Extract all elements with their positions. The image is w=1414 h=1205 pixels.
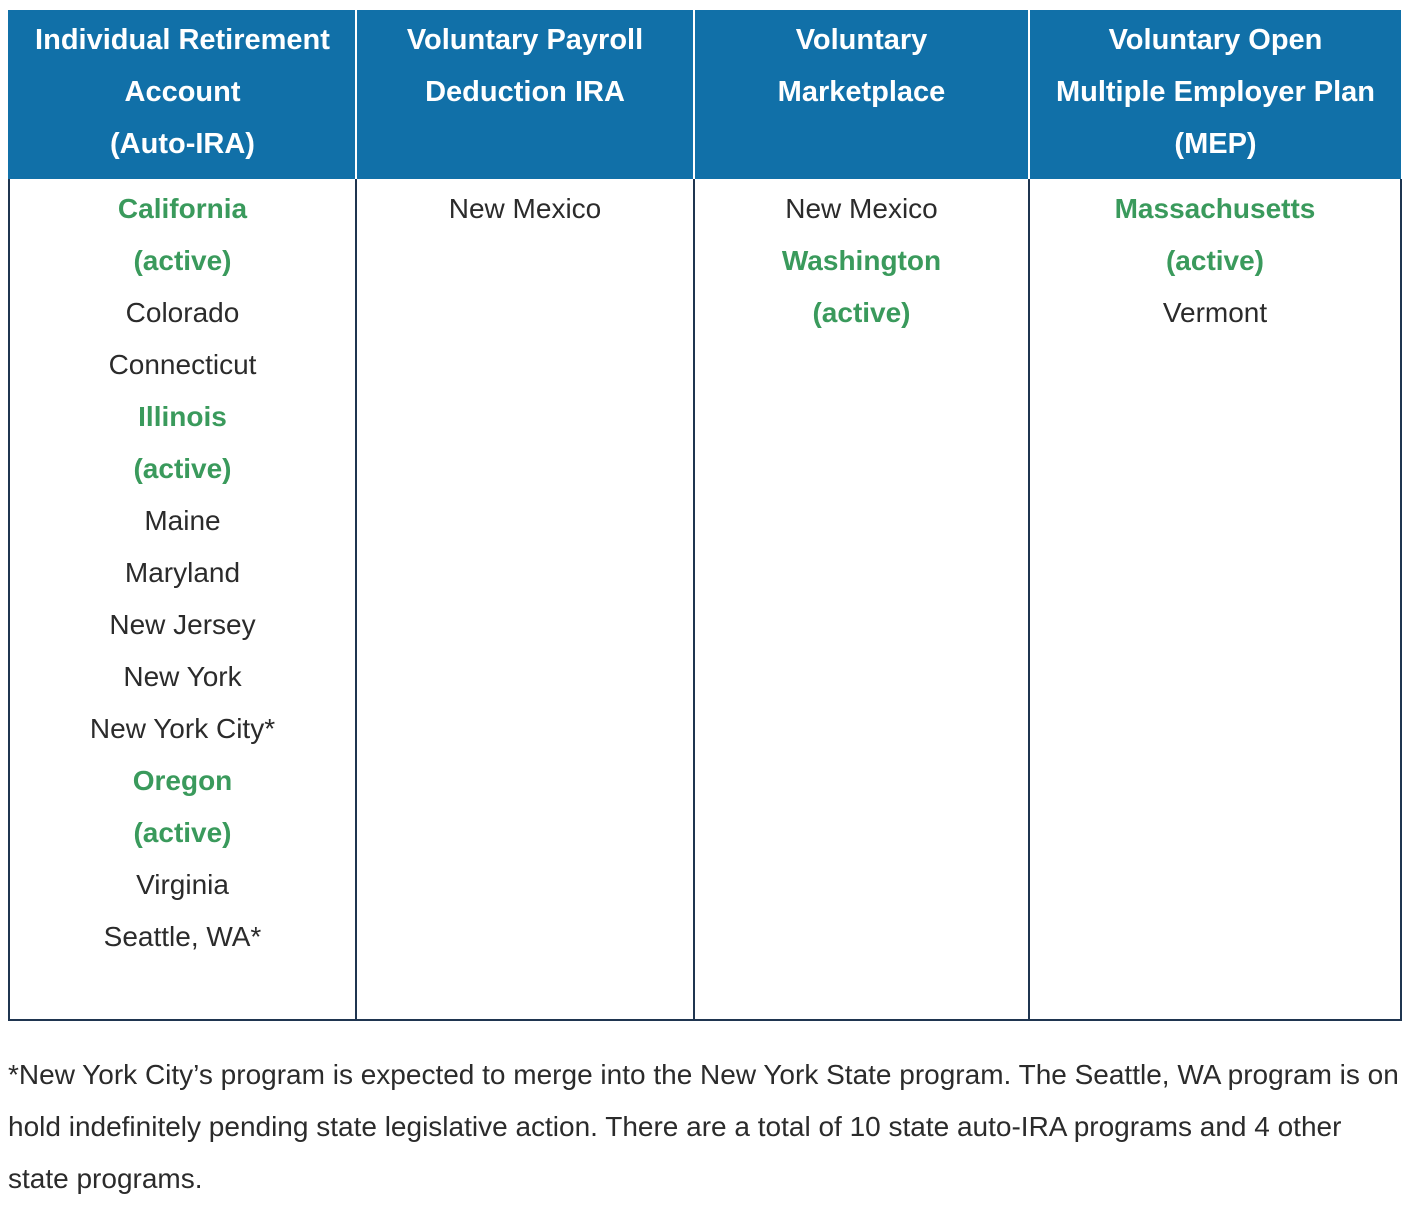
table-header-row [9,10,1401,179]
column-cell-payroll-deduction-ira [356,179,694,1020]
state-entry: Seattle, WA* [103,921,262,952]
state-entry: New Mexico [785,193,938,224]
column-header-open-mep [1029,10,1401,179]
table-row [9,179,1401,1020]
state-programs-table [8,10,1402,1021]
column-header-label: Voluntary Payroll Deduction IRA [406,24,644,108]
state-entry-active: California (active) [117,193,248,276]
state-entry: Maine [144,505,221,536]
footnote: *New York City’s program is expected to merge into the New York State program. The Seattle, WA program is on hold indefinitely pending state legislative action. There are a total of 10 state auto-IRA programs and 4 other state programs. [8,1059,1399,1194]
column-header-payroll-deduction-ira [356,10,694,179]
column-header-label: Voluntary Open Multiple Employer Plan (MEP) [1055,24,1376,160]
state-entry: Colorado [125,297,240,328]
state-entry: New Jersey [109,609,256,640]
state-entry: New Mexico [448,193,602,224]
column-cell-open-mep [1029,179,1401,1020]
column-header-label: Voluntary Marketplace [777,24,946,108]
state-entry: New York [123,661,242,692]
state-entry: Vermont [1162,297,1268,328]
column-cell-auto-ira [9,179,356,1020]
state-entry: Maryland [124,557,241,588]
state-entry: Connecticut [108,349,257,380]
column-header-voluntary-marketplace [694,10,1029,179]
state-entry-active: Oregon (active) [132,765,233,848]
state-entry: New York City* [89,713,276,744]
state-entry-active: Massachusetts (active) [1114,193,1316,276]
column-header-label: Individual Retirement Account (Auto-IRA) [35,24,330,160]
state-entry-active: Washington (active) [781,245,942,328]
state-entry: Virginia [136,869,229,900]
column-cell-voluntary-marketplace [694,179,1029,1020]
column-header-auto-ira [9,10,356,179]
state-entry-active: Illinois (active) [133,401,232,484]
